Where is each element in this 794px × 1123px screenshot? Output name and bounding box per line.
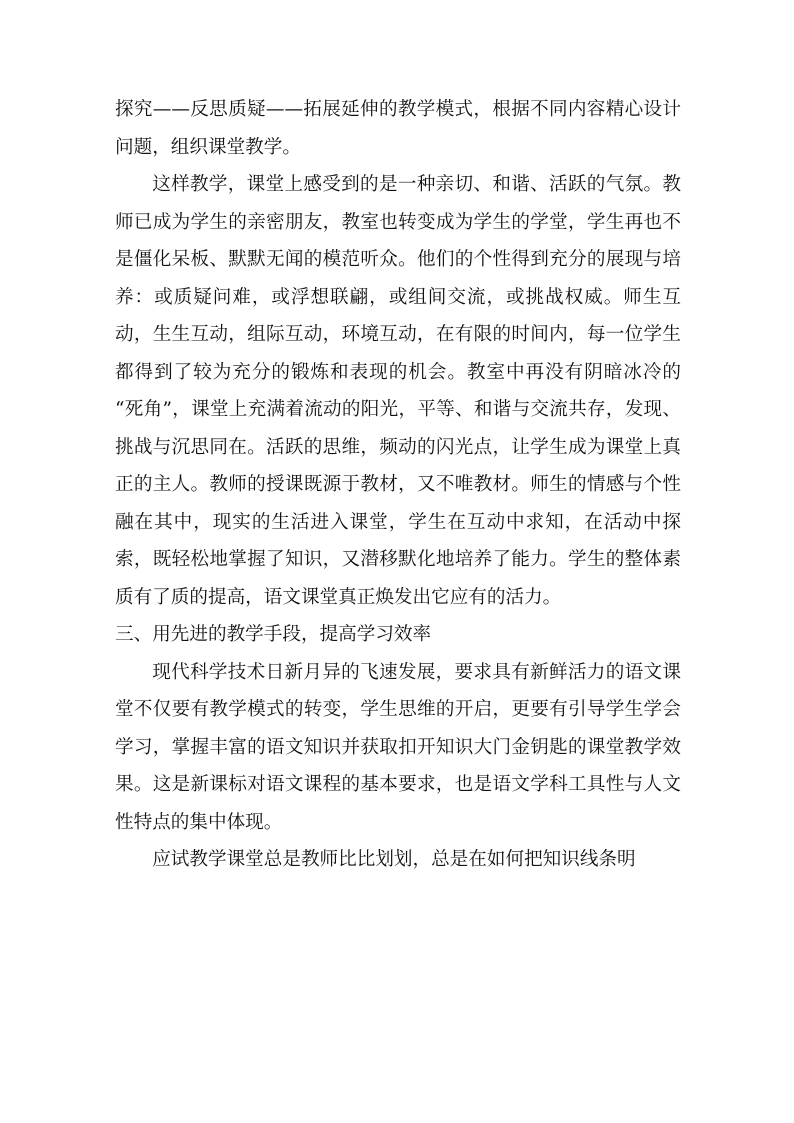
paragraph-classroom-atmosphere: 这样教学，课堂上感受到的是一种亲切、和谐、活跃的气氛。教师已成为学生的亲密朋友，教室也转变成为学生的学堂，学生再也不是僵化呆板、默默无闻的模范听众。他们的个性得到充分的展现与培养：或质疑问难，或浮想联翩，或组间交流，或挑战权威。师生互动，生生互动，组际互动，环境互动，在有限的时间内，每一位学生都得到了较为充分的锻炼和表现的机会。教室中再没有阴暗冰冷的 “死角”，课堂上充满着流动的阳光，平等、和谐与交流共存，发现、挑战与沉思同在。活跃的思维，频动的闪光点，让学生成为课堂上真正的主人。教师的授课既源于教材，又不唯教材。师生的情感与个性融在其中，现实的生活进入课堂，学生在互动中求知，在活动中探索，既轻松地掌握了知识，又潜移默化地培养了能力。学生的整体素质有了质的提高，语文课堂真正焕发出它应有的活力。 [115, 174, 681, 608]
paragraph-modern-technology: 现代科学技术日新月异的飞速发展，要求具有新鲜活力的语文课堂不仅要有教学模式的转变，学生思维的开启，更要有引导学生学会学习，掌握丰富的语文知识并获取扣开知识大门金钥匙的课堂教学效果。这是新课标对语文课程的基本要求，也是语文学科工具性与人文性特点的集中体现。 [115, 661, 681, 833]
section-heading-3: 三、用先进的教学手段，提高学习效率 [115, 624, 432, 645]
paragraph-continuation: 探究——反思质疑——拓展延伸的教学模式，根据不同内容精心设计问题，组织课堂教学。 [115, 99, 681, 158]
document-body [115, 91, 681, 879]
paragraph-exam-teaching: 应试教学课堂总是教师比比划划，总是在如何把知识线条明 [152, 849, 636, 870]
